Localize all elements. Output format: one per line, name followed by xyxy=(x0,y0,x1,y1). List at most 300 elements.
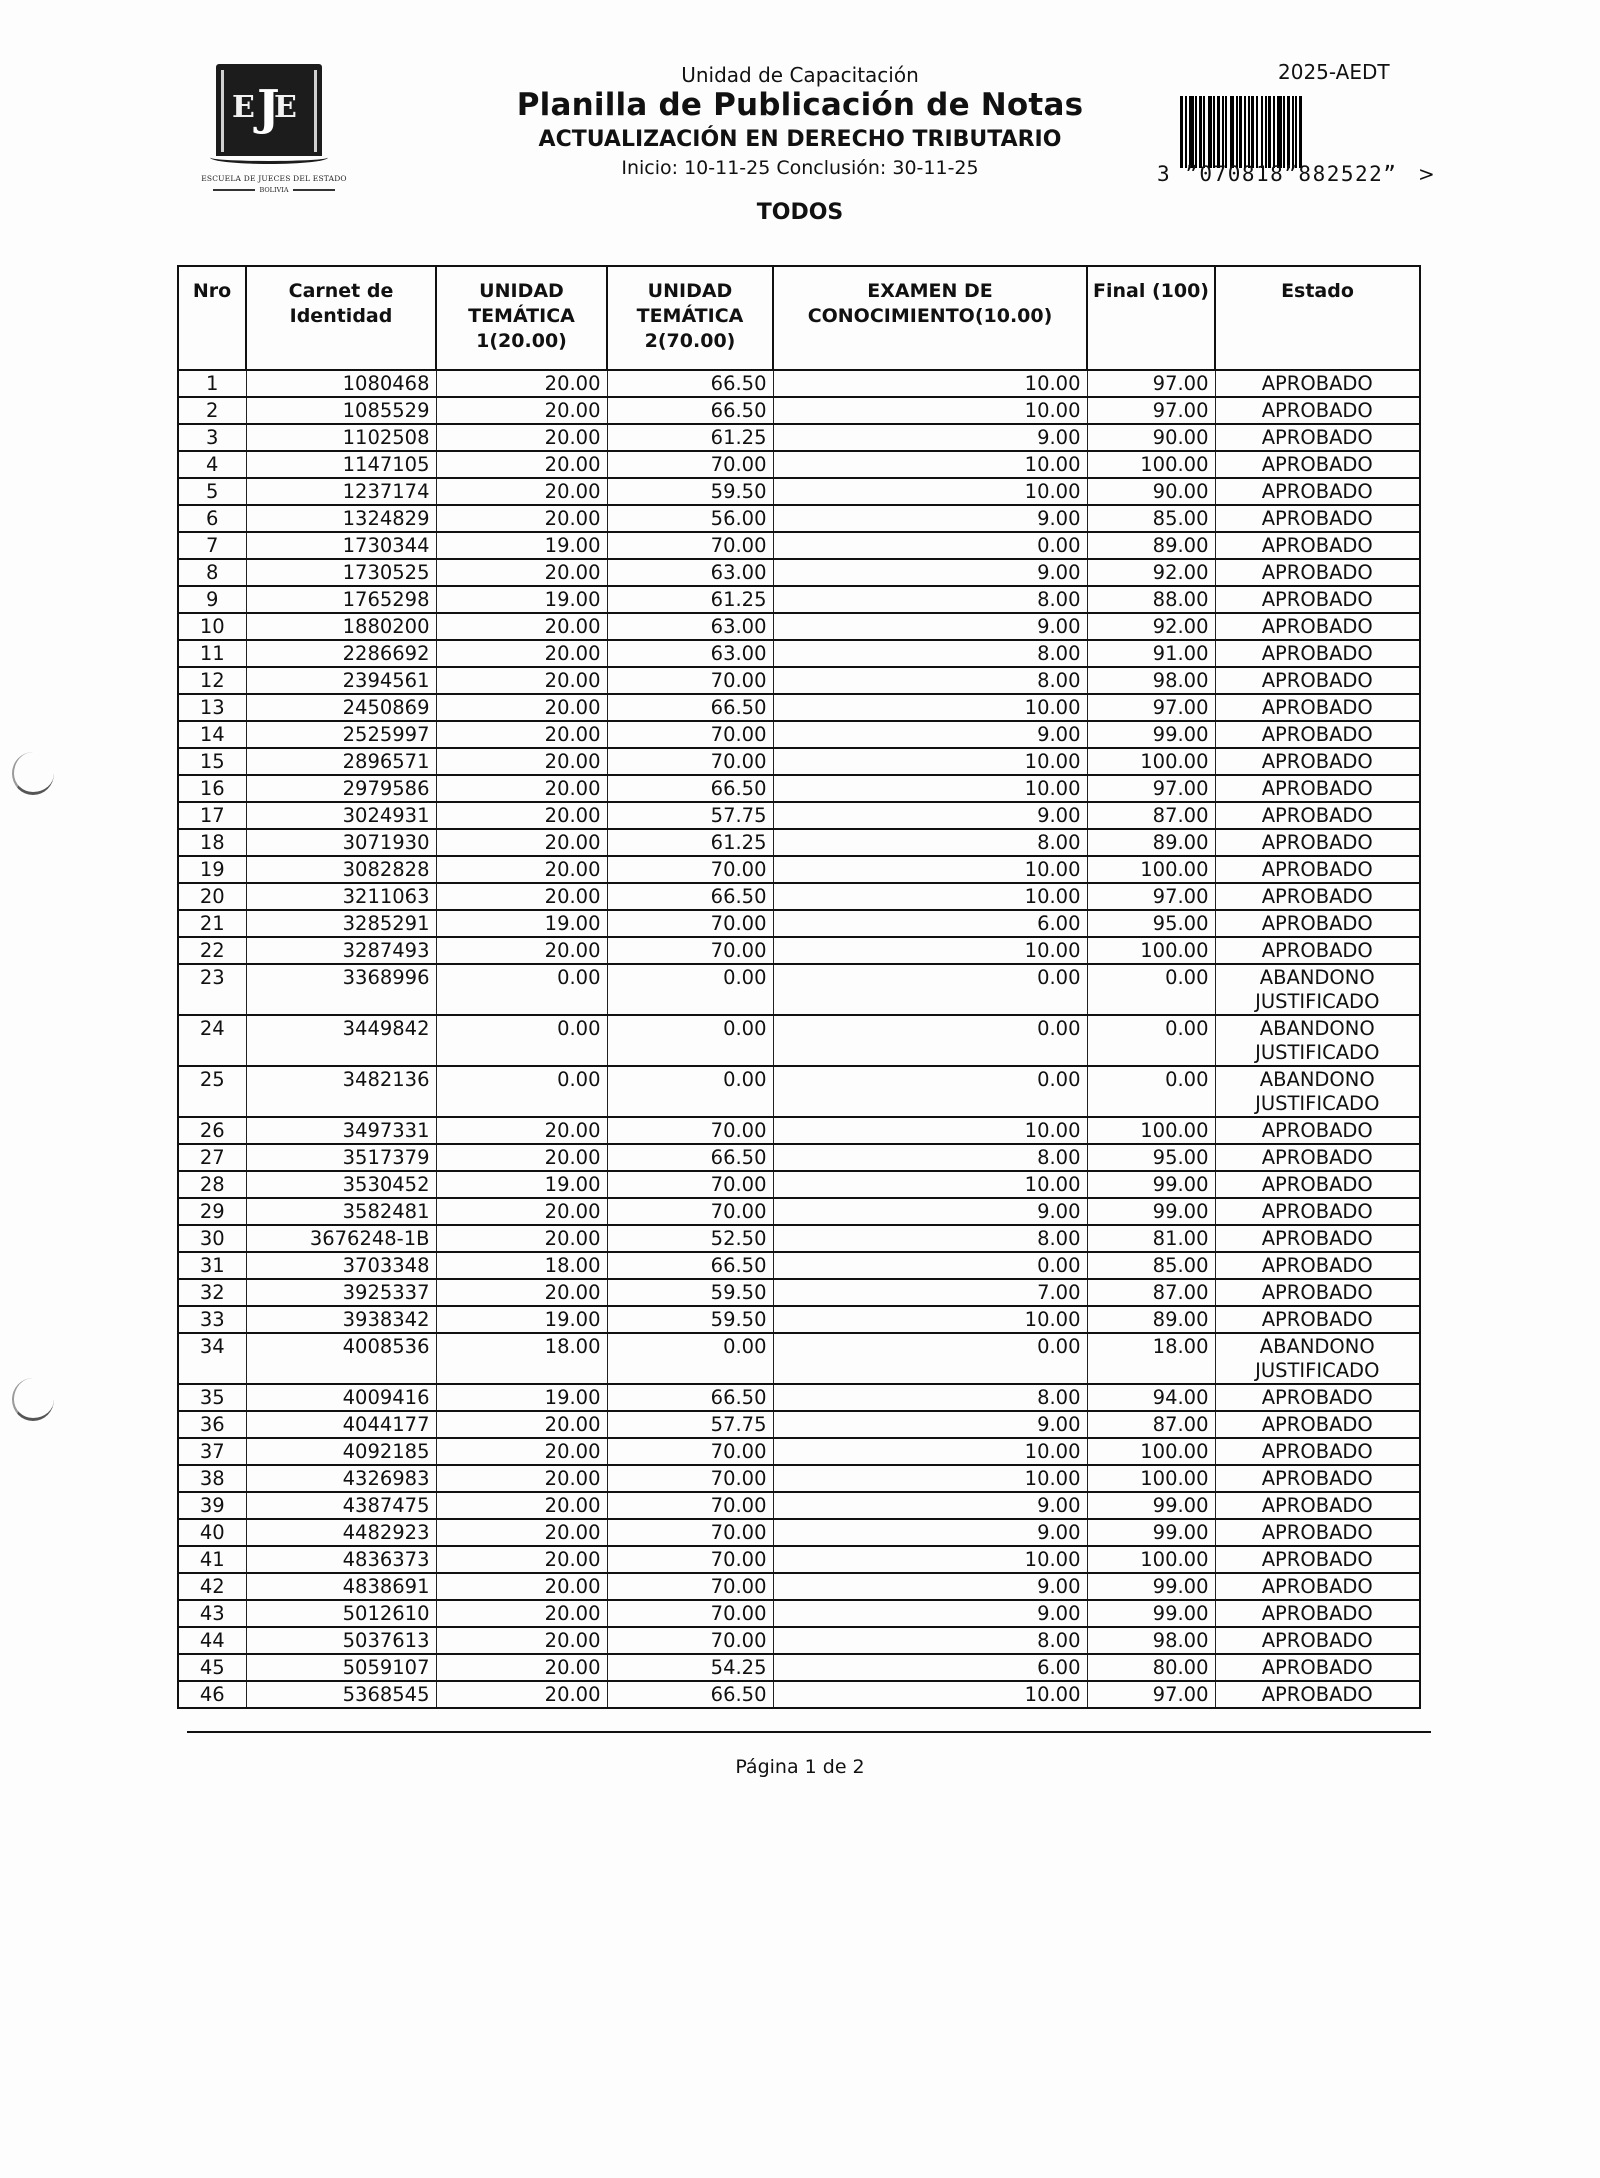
cell-carnet: 4009416 xyxy=(246,1384,436,1411)
cell-nro: 36 xyxy=(178,1411,246,1438)
cell-unidad-1: 0.00 xyxy=(436,1015,607,1066)
cell-examen: 9.00 xyxy=(773,613,1087,640)
cell-nro: 13 xyxy=(178,694,246,721)
punch-hole-mark xyxy=(12,1378,54,1421)
cell-carnet: 3530452 xyxy=(246,1171,436,1198)
cell-unidad-1: 20.00 xyxy=(436,640,607,667)
table-row xyxy=(178,370,1420,397)
footer-divider xyxy=(187,1731,1431,1733)
cell-carnet: 3517379 xyxy=(246,1144,436,1171)
table-row xyxy=(178,829,1420,856)
table-row xyxy=(178,1411,1420,1438)
cell-estado: APROBADO xyxy=(1215,1384,1420,1411)
cell-examen: 10.00 xyxy=(773,478,1087,505)
cell-unidad-2: 66.50 xyxy=(607,1384,773,1411)
cell-estado: APROBADO xyxy=(1215,1411,1420,1438)
cell-unidad-2: 59.50 xyxy=(607,1306,773,1333)
table-row xyxy=(178,1144,1420,1171)
cell-estado: APROBADO xyxy=(1215,694,1420,721)
cell-estado: APROBADO xyxy=(1215,1681,1420,1708)
cell-estado: APROBADO xyxy=(1215,829,1420,856)
cell-final: 85.00 xyxy=(1087,1252,1215,1279)
cell-examen: 9.00 xyxy=(773,1198,1087,1225)
column-header-examen: EXAMEN DE CONOCIMIENTO(10.00) xyxy=(773,266,1087,370)
cell-unidad-1: 20.00 xyxy=(436,694,607,721)
unit-name: Unidad de Capacitación xyxy=(681,63,919,87)
cell-examen: 8.00 xyxy=(773,586,1087,613)
cell-final: 97.00 xyxy=(1087,883,1215,910)
cell-final: 100.00 xyxy=(1087,1546,1215,1573)
cell-carnet: 4387475 xyxy=(246,1492,436,1519)
cell-nro: 28 xyxy=(178,1171,246,1198)
cell-examen: 7.00 xyxy=(773,1279,1087,1306)
cell-unidad-1: 20.00 xyxy=(436,1600,607,1627)
column-header-carnet: Carnet de Identidad xyxy=(246,266,436,370)
cell-final: 80.00 xyxy=(1087,1654,1215,1681)
cell-estado: APROBADO xyxy=(1215,640,1420,667)
cell-nro: 43 xyxy=(178,1600,246,1627)
cell-carnet: 1085529 xyxy=(246,397,436,424)
logo-letter: E xyxy=(274,90,297,125)
cell-unidad-1: 19.00 xyxy=(436,1384,607,1411)
cell-examen: 10.00 xyxy=(773,451,1087,478)
cell-carnet: 1730344 xyxy=(246,532,436,559)
cell-final: 92.00 xyxy=(1087,613,1215,640)
cell-nro: 21 xyxy=(178,910,246,937)
cell-unidad-2: 66.50 xyxy=(607,775,773,802)
cell-unidad-2: 52.50 xyxy=(607,1225,773,1252)
cell-unidad-1: 19.00 xyxy=(436,532,607,559)
cell-final: 89.00 xyxy=(1087,532,1215,559)
cell-carnet: 5368545 xyxy=(246,1681,436,1708)
cell-unidad-2: 70.00 xyxy=(607,1438,773,1465)
cell-final: 85.00 xyxy=(1087,505,1215,532)
cell-unidad-1: 20.00 xyxy=(436,1519,607,1546)
cell-examen: 9.00 xyxy=(773,1600,1087,1627)
cell-unidad-2: 70.00 xyxy=(607,532,773,559)
cell-final: 98.00 xyxy=(1087,1627,1215,1654)
cell-unidad-2: 70.00 xyxy=(607,667,773,694)
cell-nro: 23 xyxy=(178,964,246,1015)
logo-letter: E xyxy=(232,90,255,125)
table-row xyxy=(178,1279,1420,1306)
cell-carnet: 3082828 xyxy=(246,856,436,883)
cell-nro: 44 xyxy=(178,1627,246,1654)
cell-final: 99.00 xyxy=(1087,1492,1215,1519)
cell-estado: APROBADO xyxy=(1215,1306,1420,1333)
cell-unidad-1: 0.00 xyxy=(436,1066,607,1117)
cell-unidad-2: 70.00 xyxy=(607,451,773,478)
course-code: 2025-AEDT xyxy=(1278,60,1390,84)
cell-unidad-1: 18.00 xyxy=(436,1252,607,1279)
cell-examen: 8.00 xyxy=(773,1384,1087,1411)
cell-unidad-1: 19.00 xyxy=(436,910,607,937)
cell-examen: 6.00 xyxy=(773,1654,1087,1681)
cell-final: 90.00 xyxy=(1087,478,1215,505)
grades-table xyxy=(177,265,1421,1709)
cell-carnet: 3287493 xyxy=(246,937,436,964)
cell-final: 97.00 xyxy=(1087,370,1215,397)
cell-examen: 10.00 xyxy=(773,937,1087,964)
table-row xyxy=(178,1654,1420,1681)
cell-estado: APROBADO xyxy=(1215,559,1420,586)
cell-unidad-2: 70.00 xyxy=(607,748,773,775)
cell-nro: 41 xyxy=(178,1546,246,1573)
cell-examen: 0.00 xyxy=(773,1252,1087,1279)
cell-final: 100.00 xyxy=(1087,856,1215,883)
cell-unidad-1: 20.00 xyxy=(436,1411,607,1438)
cell-unidad-1: 20.00 xyxy=(436,1279,607,1306)
cell-unidad-2: 70.00 xyxy=(607,1171,773,1198)
cell-estado: APROBADO xyxy=(1215,1519,1420,1546)
cell-unidad-2: 61.25 xyxy=(607,586,773,613)
page-number: Página 1 de 2 xyxy=(735,1756,865,1778)
cell-estado: APROBADO xyxy=(1215,1465,1420,1492)
cell-carnet: 3925337 xyxy=(246,1279,436,1306)
cell-examen: 0.00 xyxy=(773,1066,1087,1117)
cell-unidad-1: 20.00 xyxy=(436,559,607,586)
cell-examen: 9.00 xyxy=(773,1519,1087,1546)
cell-unidad-2: 57.75 xyxy=(607,802,773,829)
cell-estado: APROBADO xyxy=(1215,937,1420,964)
cell-unidad-2: 66.50 xyxy=(607,883,773,910)
cell-nro: 27 xyxy=(178,1144,246,1171)
cell-estado: APROBADO xyxy=(1215,1600,1420,1627)
cell-unidad-1: 20.00 xyxy=(436,1198,607,1225)
cell-examen: 9.00 xyxy=(773,721,1087,748)
cell-examen: 8.00 xyxy=(773,1627,1087,1654)
table-row xyxy=(178,802,1420,829)
cell-nro: 22 xyxy=(178,937,246,964)
column-header-nro: Nro xyxy=(178,266,246,370)
cell-estado: ABANDONO JUSTIFICADO xyxy=(1215,1015,1420,1066)
cell-nro: 20 xyxy=(178,883,246,910)
cell-nro: 11 xyxy=(178,640,246,667)
cell-final: 94.00 xyxy=(1087,1384,1215,1411)
table-row xyxy=(178,1333,1420,1384)
cell-unidad-1: 20.00 xyxy=(436,1654,607,1681)
cell-estado: APROBADO xyxy=(1215,721,1420,748)
table-row xyxy=(178,559,1420,586)
cell-nro: 17 xyxy=(178,802,246,829)
cell-unidad-1: 0.00 xyxy=(436,964,607,1015)
cell-nro: 29 xyxy=(178,1198,246,1225)
barcode-number: 3 ˮ070818ˮ882522ˮ xyxy=(1157,162,1398,186)
cell-final: 100.00 xyxy=(1087,451,1215,478)
cell-examen: 10.00 xyxy=(773,370,1087,397)
cell-examen: 10.00 xyxy=(773,775,1087,802)
table-row xyxy=(178,937,1420,964)
cell-unidad-1: 20.00 xyxy=(436,424,607,451)
table-row xyxy=(178,1171,1420,1198)
cell-final: 99.00 xyxy=(1087,721,1215,748)
cell-unidad-1: 20.00 xyxy=(436,1573,607,1600)
cell-examen: 8.00 xyxy=(773,640,1087,667)
cell-final: 100.00 xyxy=(1087,937,1215,964)
cell-examen: 10.00 xyxy=(773,1681,1087,1708)
cell-final: 0.00 xyxy=(1087,1066,1215,1117)
document-title: Planilla de Publicación de Notas xyxy=(516,87,1084,123)
cell-examen: 9.00 xyxy=(773,424,1087,451)
cell-estado: APROBADO xyxy=(1215,532,1420,559)
cell-estado: APROBADO xyxy=(1215,478,1420,505)
cell-final: 99.00 xyxy=(1087,1171,1215,1198)
column-header-final: Final (100) xyxy=(1087,266,1215,370)
cell-unidad-2: 70.00 xyxy=(607,1627,773,1654)
cell-final: 97.00 xyxy=(1087,397,1215,424)
cell-estado: APROBADO xyxy=(1215,748,1420,775)
cell-unidad-1: 20.00 xyxy=(436,937,607,964)
cell-unidad-1: 20.00 xyxy=(436,505,607,532)
cell-nro: 42 xyxy=(178,1573,246,1600)
cell-carnet: 1080468 xyxy=(246,370,436,397)
cell-carnet: 2394561 xyxy=(246,667,436,694)
cell-estado: APROBADO xyxy=(1215,1225,1420,1252)
cell-estado: APROBADO xyxy=(1215,1252,1420,1279)
cell-nro: 5 xyxy=(178,478,246,505)
cell-final: 95.00 xyxy=(1087,1144,1215,1171)
cell-unidad-1: 20.00 xyxy=(436,748,607,775)
table-row xyxy=(178,1681,1420,1708)
cell-carnet: 2286692 xyxy=(246,640,436,667)
cell-unidad-2: 66.50 xyxy=(607,694,773,721)
cell-estado: APROBADO xyxy=(1215,1546,1420,1573)
cell-nro: 9 xyxy=(178,586,246,613)
cell-estado: ABANDONO JUSTIFICADO xyxy=(1215,1333,1420,1384)
cell-nro: 34 xyxy=(178,1333,246,1384)
cell-unidad-1: 20.00 xyxy=(436,667,607,694)
table-row xyxy=(178,694,1420,721)
cell-nro: 7 xyxy=(178,532,246,559)
table-row xyxy=(178,586,1420,613)
cell-nro: 6 xyxy=(178,505,246,532)
cell-unidad-1: 20.00 xyxy=(436,1144,607,1171)
cell-unidad-2: 66.50 xyxy=(607,397,773,424)
cell-unidad-1: 20.00 xyxy=(436,478,607,505)
cell-estado: APROBADO xyxy=(1215,1144,1420,1171)
table-row xyxy=(178,397,1420,424)
cell-unidad-1: 20.00 xyxy=(436,613,607,640)
cell-examen: 9.00 xyxy=(773,559,1087,586)
cell-nro: 31 xyxy=(178,1252,246,1279)
cell-unidad-2: 59.50 xyxy=(607,478,773,505)
table-row xyxy=(178,1306,1420,1333)
table-row xyxy=(178,883,1420,910)
column-header-unidad-2: UNIDAD TEMÁTICA 2(70.00) xyxy=(607,266,773,370)
cell-examen: 10.00 xyxy=(773,1546,1087,1573)
cell-unidad-2: 66.50 xyxy=(607,1144,773,1171)
cell-final: 87.00 xyxy=(1087,1279,1215,1306)
cell-carnet: 3582481 xyxy=(246,1198,436,1225)
cell-carnet: 5012610 xyxy=(246,1600,436,1627)
cell-estado: APROBADO xyxy=(1215,1117,1420,1144)
cell-examen: 9.00 xyxy=(773,802,1087,829)
cell-unidad-1: 18.00 xyxy=(436,1333,607,1384)
cell-estado: APROBADO xyxy=(1215,370,1420,397)
cell-estado: APROBADO xyxy=(1215,397,1420,424)
cell-examen: 8.00 xyxy=(773,1225,1087,1252)
table-row xyxy=(178,613,1420,640)
cell-unidad-2: 54.25 xyxy=(607,1654,773,1681)
cell-final: 87.00 xyxy=(1087,1411,1215,1438)
cell-examen: 10.00 xyxy=(773,1117,1087,1144)
cell-final: 90.00 xyxy=(1087,424,1215,451)
cell-unidad-2: 70.00 xyxy=(607,1465,773,1492)
cell-examen: 9.00 xyxy=(773,1411,1087,1438)
cell-examen: 6.00 xyxy=(773,910,1087,937)
cell-examen: 8.00 xyxy=(773,829,1087,856)
cell-nro: 35 xyxy=(178,1384,246,1411)
cell-unidad-1: 20.00 xyxy=(436,1681,607,1708)
cell-examen: 9.00 xyxy=(773,505,1087,532)
cell-unidad-1: 20.00 xyxy=(436,1117,607,1144)
cell-final: 81.00 xyxy=(1087,1225,1215,1252)
cell-unidad-2: 70.00 xyxy=(607,1198,773,1225)
cell-estado: APROBADO xyxy=(1215,1654,1420,1681)
table-row xyxy=(178,1546,1420,1573)
cell-estado: APROBADO xyxy=(1215,667,1420,694)
cell-examen: 10.00 xyxy=(773,883,1087,910)
table-row xyxy=(178,1573,1420,1600)
cell-unidad-1: 20.00 xyxy=(436,883,607,910)
cell-final: 0.00 xyxy=(1087,964,1215,1015)
cell-carnet: 4008536 xyxy=(246,1333,436,1384)
table-row xyxy=(178,1492,1420,1519)
cell-unidad-2: 70.00 xyxy=(607,1519,773,1546)
cell-unidad-1: 20.00 xyxy=(436,721,607,748)
table-body xyxy=(178,370,1420,1708)
table-row xyxy=(178,424,1420,451)
cell-examen: 10.00 xyxy=(773,748,1087,775)
cell-examen: 8.00 xyxy=(773,667,1087,694)
table-row xyxy=(178,451,1420,478)
cell-final: 97.00 xyxy=(1087,775,1215,802)
table-row xyxy=(178,1465,1420,1492)
cell-final: 99.00 xyxy=(1087,1198,1215,1225)
cell-unidad-2: 63.00 xyxy=(607,559,773,586)
cell-nro: 19 xyxy=(178,856,246,883)
cell-nro: 40 xyxy=(178,1519,246,1546)
cell-final: 98.00 xyxy=(1087,667,1215,694)
cell-nro: 12 xyxy=(178,667,246,694)
cell-nro: 8 xyxy=(178,559,246,586)
cell-unidad-2: 70.00 xyxy=(607,937,773,964)
cell-carnet: 3482136 xyxy=(246,1066,436,1117)
cell-carnet: 4838691 xyxy=(246,1573,436,1600)
cell-nro: 38 xyxy=(178,1465,246,1492)
table-row xyxy=(178,964,1420,1015)
table-row xyxy=(178,1600,1420,1627)
cell-unidad-1: 20.00 xyxy=(436,451,607,478)
cell-carnet: 3497331 xyxy=(246,1117,436,1144)
cell-estado: ABANDONO JUSTIFICADO xyxy=(1215,964,1420,1015)
cell-carnet: 3676248-1B xyxy=(246,1225,436,1252)
cell-carnet: 4044177 xyxy=(246,1411,436,1438)
cell-nro: 4 xyxy=(178,451,246,478)
table-row xyxy=(178,1627,1420,1654)
cell-examen: 9.00 xyxy=(773,1573,1087,1600)
cell-nro: 39 xyxy=(178,1492,246,1519)
cell-estado: APROBADO xyxy=(1215,424,1420,451)
cell-final: 91.00 xyxy=(1087,640,1215,667)
table-row xyxy=(178,532,1420,559)
course-dates: Inicio: 10-11-25 Conclusión: 30-11-25 xyxy=(621,157,979,179)
cell-final: 92.00 xyxy=(1087,559,1215,586)
cell-nro: 37 xyxy=(178,1438,246,1465)
cell-estado: APROBADO xyxy=(1215,586,1420,613)
cell-examen: 10.00 xyxy=(773,1306,1087,1333)
cell-carnet: 3211063 xyxy=(246,883,436,910)
cell-final: 100.00 xyxy=(1087,748,1215,775)
cell-nro: 18 xyxy=(178,829,246,856)
cell-carnet: 5037613 xyxy=(246,1627,436,1654)
cell-carnet: 5059107 xyxy=(246,1654,436,1681)
cell-nro: 10 xyxy=(178,613,246,640)
cell-carnet: 1765298 xyxy=(246,586,436,613)
cell-carnet: 1880200 xyxy=(246,613,436,640)
cell-carnet: 3024931 xyxy=(246,802,436,829)
cell-unidad-1: 20.00 xyxy=(436,397,607,424)
cell-unidad-1: 20.00 xyxy=(436,856,607,883)
cell-unidad-1: 20.00 xyxy=(436,829,607,856)
table-row xyxy=(178,1438,1420,1465)
cell-final: 97.00 xyxy=(1087,694,1215,721)
table-row xyxy=(178,1252,1420,1279)
course-name: ACTUALIZACIÓN EN DERECHO TRIBUTARIO xyxy=(538,127,1062,152)
table-row xyxy=(178,910,1420,937)
cell-estado: APROBADO xyxy=(1215,1492,1420,1519)
cell-carnet: 1147105 xyxy=(246,451,436,478)
cell-carnet: 3285291 xyxy=(246,910,436,937)
cell-unidad-1: 20.00 xyxy=(436,1465,607,1492)
cell-examen: 0.00 xyxy=(773,532,1087,559)
cell-carnet: 1102508 xyxy=(246,424,436,451)
cell-nro: 30 xyxy=(178,1225,246,1252)
cell-final: 89.00 xyxy=(1087,829,1215,856)
cell-unidad-2: 63.00 xyxy=(607,640,773,667)
logo-institution-name: ESCUELA DE JUECES DEL ESTADO xyxy=(201,174,347,183)
cell-final: 99.00 xyxy=(1087,1573,1215,1600)
cell-unidad-2: 70.00 xyxy=(607,1600,773,1627)
cell-carnet: 2896571 xyxy=(246,748,436,775)
cell-unidad-2: 0.00 xyxy=(607,1066,773,1117)
cell-unidad-2: 57.75 xyxy=(607,1411,773,1438)
cell-carnet: 2979586 xyxy=(246,775,436,802)
table-row xyxy=(178,1066,1420,1117)
logo-letter: J xyxy=(257,80,280,136)
cell-unidad-1: 19.00 xyxy=(436,1171,607,1198)
cell-carnet: 3449842 xyxy=(246,1015,436,1066)
cell-nro: 14 xyxy=(178,721,246,748)
column-header-estado: Estado xyxy=(1215,266,1420,370)
cell-nro: 15 xyxy=(178,748,246,775)
cell-unidad-2: 61.25 xyxy=(607,424,773,451)
cell-carnet: 3938342 xyxy=(246,1306,436,1333)
cell-unidad-1: 20.00 xyxy=(436,1438,607,1465)
cell-estado: APROBADO xyxy=(1215,1627,1420,1654)
book-icon xyxy=(216,64,322,156)
cell-unidad-2: 70.00 xyxy=(607,1492,773,1519)
cell-carnet: 1324829 xyxy=(246,505,436,532)
cell-examen: 10.00 xyxy=(773,1438,1087,1465)
cell-examen: 10.00 xyxy=(773,1171,1087,1198)
cell-unidad-1: 20.00 xyxy=(436,1627,607,1654)
cell-unidad-1: 20.00 xyxy=(436,370,607,397)
cell-final: 0.00 xyxy=(1087,1015,1215,1066)
cell-unidad-2: 66.50 xyxy=(607,1681,773,1708)
cell-carnet: 1730525 xyxy=(246,559,436,586)
cell-final: 95.00 xyxy=(1087,910,1215,937)
